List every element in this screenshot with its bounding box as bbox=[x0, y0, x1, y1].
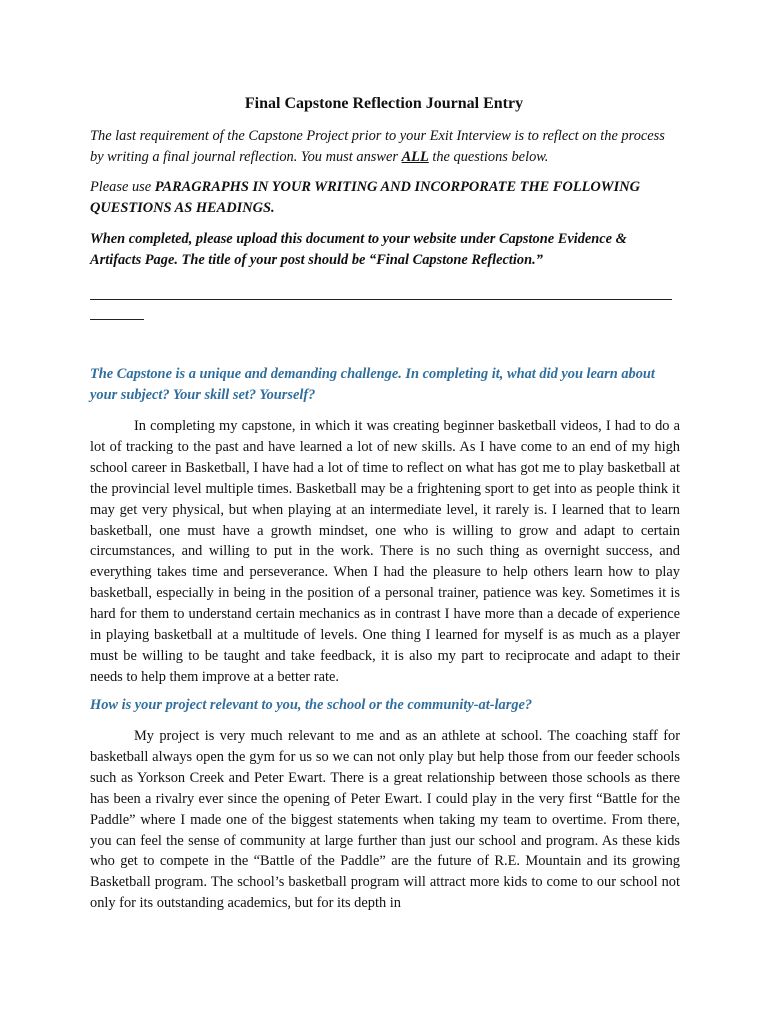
intro-format-note bbox=[90, 177, 680, 219]
intro-format-bold: PARAGRAPHS IN YOUR WRITING AND INCORPORATE THE FOLLOWING QUESTIONS AS HEADINGS. bbox=[90, 179, 640, 216]
divider-line bbox=[90, 299, 672, 300]
intro-instructions-text: The last requirement of the Capstone Project prior to your Exit Interview is to reflect on the process by writing a final journal reflection. You must answer bbox=[90, 128, 665, 165]
section-body-learning: In completing my capstone, in which it was creating beginner basketball videos, I had to do a lot of tracking to the past and have learned a lot of new skills. As I have come to an end of my high school career in Basketball, I have had a lot of time to reflect on what has got me to play basketball at the provincial level multiple times. Basketball may be a frightening sport to get into as people think it may get very physical, but when playing at an intermediate level, it rarely is. I learned that to learn basketball, one must have a growth mindset, one who is willing to grow and adapt to certain circumstances, and willing to put in the work. There is no such thing as overnight success, and everything takes time and perseverance. When I had the pleasure to help others learn how to play basketball, especially in being in the position of a personal trainer, patience was key. Sometimes it is hard for them to understand certain mechanics as in contrast I have more than a decade of experience in playing basketball at a multitude of levels. One thing I learned for myself is as much as a player must be willing to be taught and take feedback, it is also my part to reciprocate and adapt to their needs to help them improve at a better rate. bbox=[90, 418, 680, 685]
intro-upload-note: When completed, please upload this document to your website under Capstone Evidence & Artifacts Page. The title of your post should be “Final Capstone Reflection.” bbox=[90, 231, 627, 268]
intro-instructions-end: the questions below. bbox=[428, 149, 549, 165]
section-heading-learning: The Capstone is a unique and demanding challenge. In completing it, what did you learn about your subject? Your skill set? Yourself? bbox=[90, 366, 655, 403]
divider-line-short bbox=[90, 319, 144, 320]
intro-emphasis-all: ALL bbox=[401, 149, 429, 165]
intro-instructions bbox=[90, 126, 680, 168]
intro-format-lead: Please use bbox=[90, 179, 155, 195]
section-heading-relevance: How is your project relevant to you, the school or the community-at-large? bbox=[90, 697, 533, 713]
document-title: Final Capstone Reflection Journal Entry bbox=[244, 95, 524, 112]
section-body-relevance: My project is very much relevant to me and as an athlete at school. The coaching staff for basketball always open the gym for us so we can not only play but help those from our feeder schools such as Yorkson Creek and Peter Ewart. There is a great relationship between those schools as there has been a rivalry ever since the opening of Peter Ewart. I could play in the very first “Battle for the Paddle” where I made one of the biggest statements when taking my team to overtime. From there, you can feel the sense of community at large further than just our school and program. As these kids who get to compete in the “Battle of the Paddle” are the future of R.E. Mountain and its growing Basketball program. The school’s basketball program will attract more kids to come to our school not only for its outstanding academics, but for its depth in bbox=[90, 728, 680, 912]
